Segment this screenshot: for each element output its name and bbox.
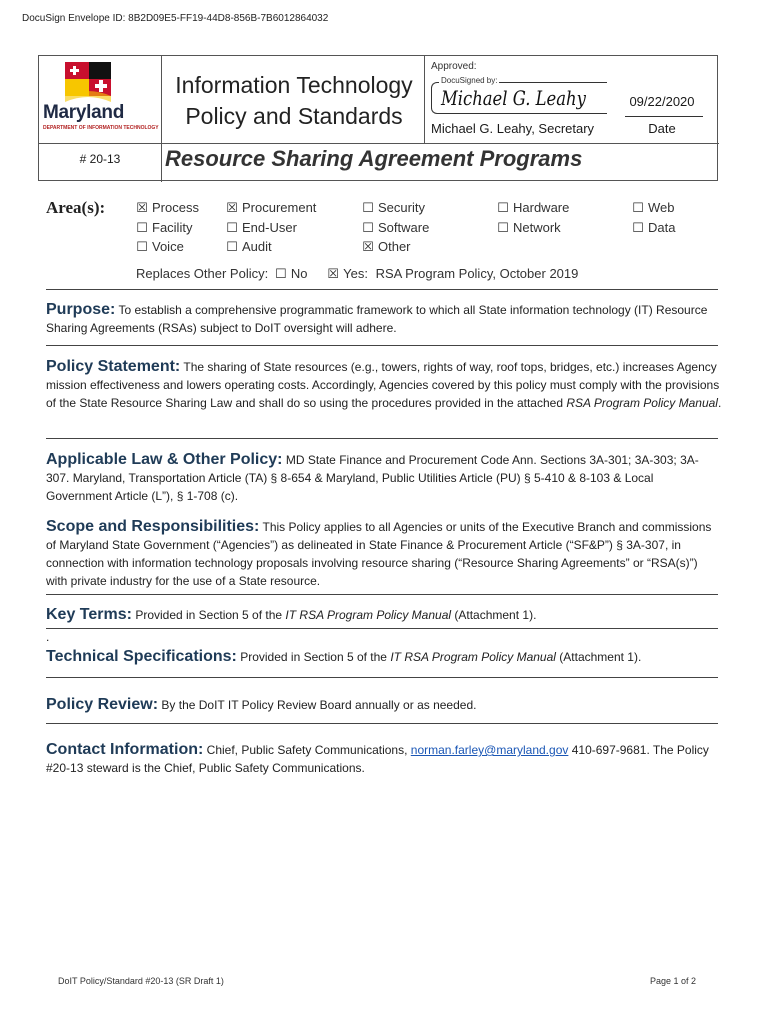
applicable-law-heading: Applicable Law & Other Policy:	[46, 451, 283, 468]
checkbox-label: Process	[152, 200, 199, 215]
key-terms-text: Provided in Section 5 of the	[135, 608, 283, 622]
checkbox-facility[interactable]	[136, 220, 192, 236]
contact-phone-steward: 410-697-9681. The Policy #20-13 steward is the Chief, Public Safety Communications.	[46, 743, 709, 775]
checkbox-web[interactable]	[632, 200, 675, 216]
applicable-law-section	[46, 451, 722, 505]
policy-review-section	[46, 696, 722, 714]
checkbox-icon: ☐	[362, 200, 374, 215]
header-title-line2: Policy and Standards	[185, 103, 403, 129]
docusigned-label: DocuSigned by:	[441, 76, 498, 85]
checkbox-software[interactable]	[362, 220, 429, 236]
header-title	[163, 70, 425, 132]
checkbox-network[interactable]	[497, 220, 561, 236]
areas-label: Area(s):	[46, 198, 106, 217]
applicable-law-text: MD State Finance and Procurement Code Ann. Sections 3A-301; 3A-303; 3A-307. Maryland, Transportation Article (TA) § 8-654 & Maryland, Public Utilities Article (PU) § 5-410 & 8-103 & Local Government Article (L”), § 1-708 (c).	[46, 453, 699, 503]
envelope-id: DocuSign Envelope ID: 8B2D09E5-FF19-44D8-856B-7B6012864032	[22, 13, 329, 24]
contact-email-link[interactable]: norman.farley@maryland.gov	[410, 743, 569, 757]
checkbox-process[interactable]	[136, 200, 199, 216]
checkbox-icon: ☐	[136, 220, 148, 235]
contact-text: Chief, Public Safety Communications,	[206, 743, 408, 757]
replaces-label: Replaces Other Policy:	[136, 266, 269, 281]
policy-review-heading: Policy Review:	[46, 696, 159, 713]
checkbox-label: End-User	[242, 220, 297, 235]
checkbox-no-icon[interactable]: ☐	[275, 266, 287, 281]
checkbox-icon: ☒	[136, 200, 148, 215]
purpose-heading: Purpose:	[46, 301, 116, 318]
no-label: No	[290, 266, 308, 281]
section-divider	[46, 438, 718, 439]
checkbox-icon: ☒	[362, 239, 374, 254]
checkbox-icon: ☐	[632, 220, 644, 235]
key-terms-section	[46, 606, 722, 624]
checkbox-label: Audit	[242, 239, 272, 254]
contact-heading: Contact Information:	[46, 741, 204, 758]
checkbox-icon: ☐	[632, 200, 644, 215]
checkbox-label: Network	[513, 220, 561, 235]
contact-section	[46, 741, 722, 777]
checkbox-icon: ☐	[497, 220, 509, 235]
purpose-section	[46, 301, 722, 337]
footer-page-number: Page 1 of 2	[650, 976, 697, 986]
key-terms-heading: Key Terms:	[46, 606, 132, 623]
technical-specifications-section	[46, 648, 722, 666]
checkbox-label: Security	[378, 200, 425, 215]
section-divider	[46, 594, 718, 595]
signer-name: Michael G. Leahy, Secretary	[431, 121, 595, 136]
header-divider	[39, 143, 719, 144]
tech-specs-heading: Technical Specifications:	[46, 648, 237, 665]
approved-label: Approved:	[431, 61, 477, 72]
policy-review-text: By the DoIT IT Policy Review Board annually or as needed.	[161, 698, 477, 712]
approval-date: 09/22/2020	[629, 94, 695, 109]
checkbox-data[interactable]	[632, 220, 675, 236]
header-box	[38, 55, 718, 181]
header-title-line1: Information Technology	[175, 72, 413, 98]
checkbox-label: Hardware	[513, 200, 570, 215]
checkbox-label: Facility	[152, 220, 193, 235]
scope-heading: Scope and Responsibilities:	[46, 518, 260, 535]
maryland-flag-icon	[39, 58, 161, 104]
checkbox-label: Procurement	[242, 200, 317, 215]
section-divider	[46, 677, 718, 678]
checkbox-yes-icon[interactable]: ☒	[327, 266, 339, 281]
date-underline	[625, 116, 703, 117]
tech-specs-text: Provided in Section 5 of the	[240, 650, 387, 664]
checkbox-icon: ☐	[226, 239, 238, 254]
checkbox-icon: ☐	[362, 220, 374, 235]
checkbox-icon: ☒	[226, 200, 238, 215]
checkbox-label: Voice	[152, 239, 184, 254]
date-label: Date	[648, 121, 676, 136]
page-title: Resource Sharing Agreement Programs	[165, 146, 583, 171]
policy-manual-reference: RSA Program Policy Manual	[566, 396, 718, 410]
header-divider	[161, 56, 162, 182]
checkbox-end-user[interactable]	[226, 220, 297, 236]
tech-specs-attachment: (Attachment 1).	[559, 650, 642, 664]
section-divider	[46, 628, 718, 629]
maryland-logo	[39, 56, 161, 143]
checkbox-icon: ☐	[226, 220, 238, 235]
key-terms-attachment: (Attachment 1).	[454, 608, 537, 622]
checkbox-hardware[interactable]	[497, 200, 569, 216]
checkbox-label: Other	[378, 239, 411, 254]
policy-statement-end: .	[717, 396, 722, 410]
tech-specs-manual: IT RSA Program Policy Manual	[390, 650, 556, 664]
footer-document-id: DoIT Policy/Standard #20-13 (SR Draft 1)	[58, 976, 224, 986]
policy-statement-heading: Policy Statement:	[46, 358, 181, 375]
section-divider	[46, 345, 718, 346]
checkbox-procurement[interactable]	[226, 200, 316, 216]
replaced-policy-name: RSA Program Policy, October 2019	[375, 266, 579, 281]
replaces-other-policy	[136, 266, 578, 282]
checkbox-voice[interactable]	[136, 239, 184, 255]
checkbox-label: Web	[648, 200, 675, 215]
scope-text: This Policy applies to all Agencies or units of the Executive Branch and commissions of Maryland State Government (“Agencies”) as delineated in State Finance & Procurement Article (“SF&P”) § 3A-307, in connection with information technology proposals involving resource sharing (“Resource Sharing Agreements” or “RSA(s)”) with private industry for the use of a State resource.	[46, 520, 712, 588]
checkbox-label: Software	[378, 220, 430, 235]
checkbox-label: Data	[648, 220, 676, 235]
signature: Michael G. Leahy	[441, 86, 586, 110]
checkbox-icon: ☐	[136, 239, 148, 254]
policy-number: # 20-13	[79, 152, 121, 166]
checkbox-security[interactable]	[362, 200, 425, 216]
purpose-text: To establish a comprehensive programmatic framework to which all State information technology (IT) Resource Sharing Agreements (RSAs) subject to DoIT oversight will adhere.	[46, 303, 708, 335]
policy-statement-text: The sharing of State resources (e.g., towers, rights of way, roof tops, bridges, etc.) increases Agency mission effectiveness and lowers operating costs. Accordingly, Agencies covered by this policy must comply with the provisions of the State Resource Sharing Law and shall do so using the procedures provided in the attached	[46, 360, 720, 410]
policy-statement-section	[46, 358, 722, 412]
yes-label: Yes:	[343, 266, 368, 281]
section-divider	[46, 723, 718, 724]
checkbox-audit[interactable]	[226, 239, 272, 255]
checkbox-icon: ☐	[497, 200, 509, 215]
stray-period: .	[46, 630, 50, 644]
key-terms-manual: IT RSA Program Policy Manual	[285, 608, 452, 622]
logo-wordmark: Maryland	[43, 102, 125, 123]
section-divider	[46, 289, 718, 290]
scope-section	[46, 518, 722, 590]
logo-subtitle: DEPARTMENT OF INFORMATION TECHNOLOGY	[43, 125, 159, 131]
checkbox-other[interactable]	[362, 239, 411, 255]
